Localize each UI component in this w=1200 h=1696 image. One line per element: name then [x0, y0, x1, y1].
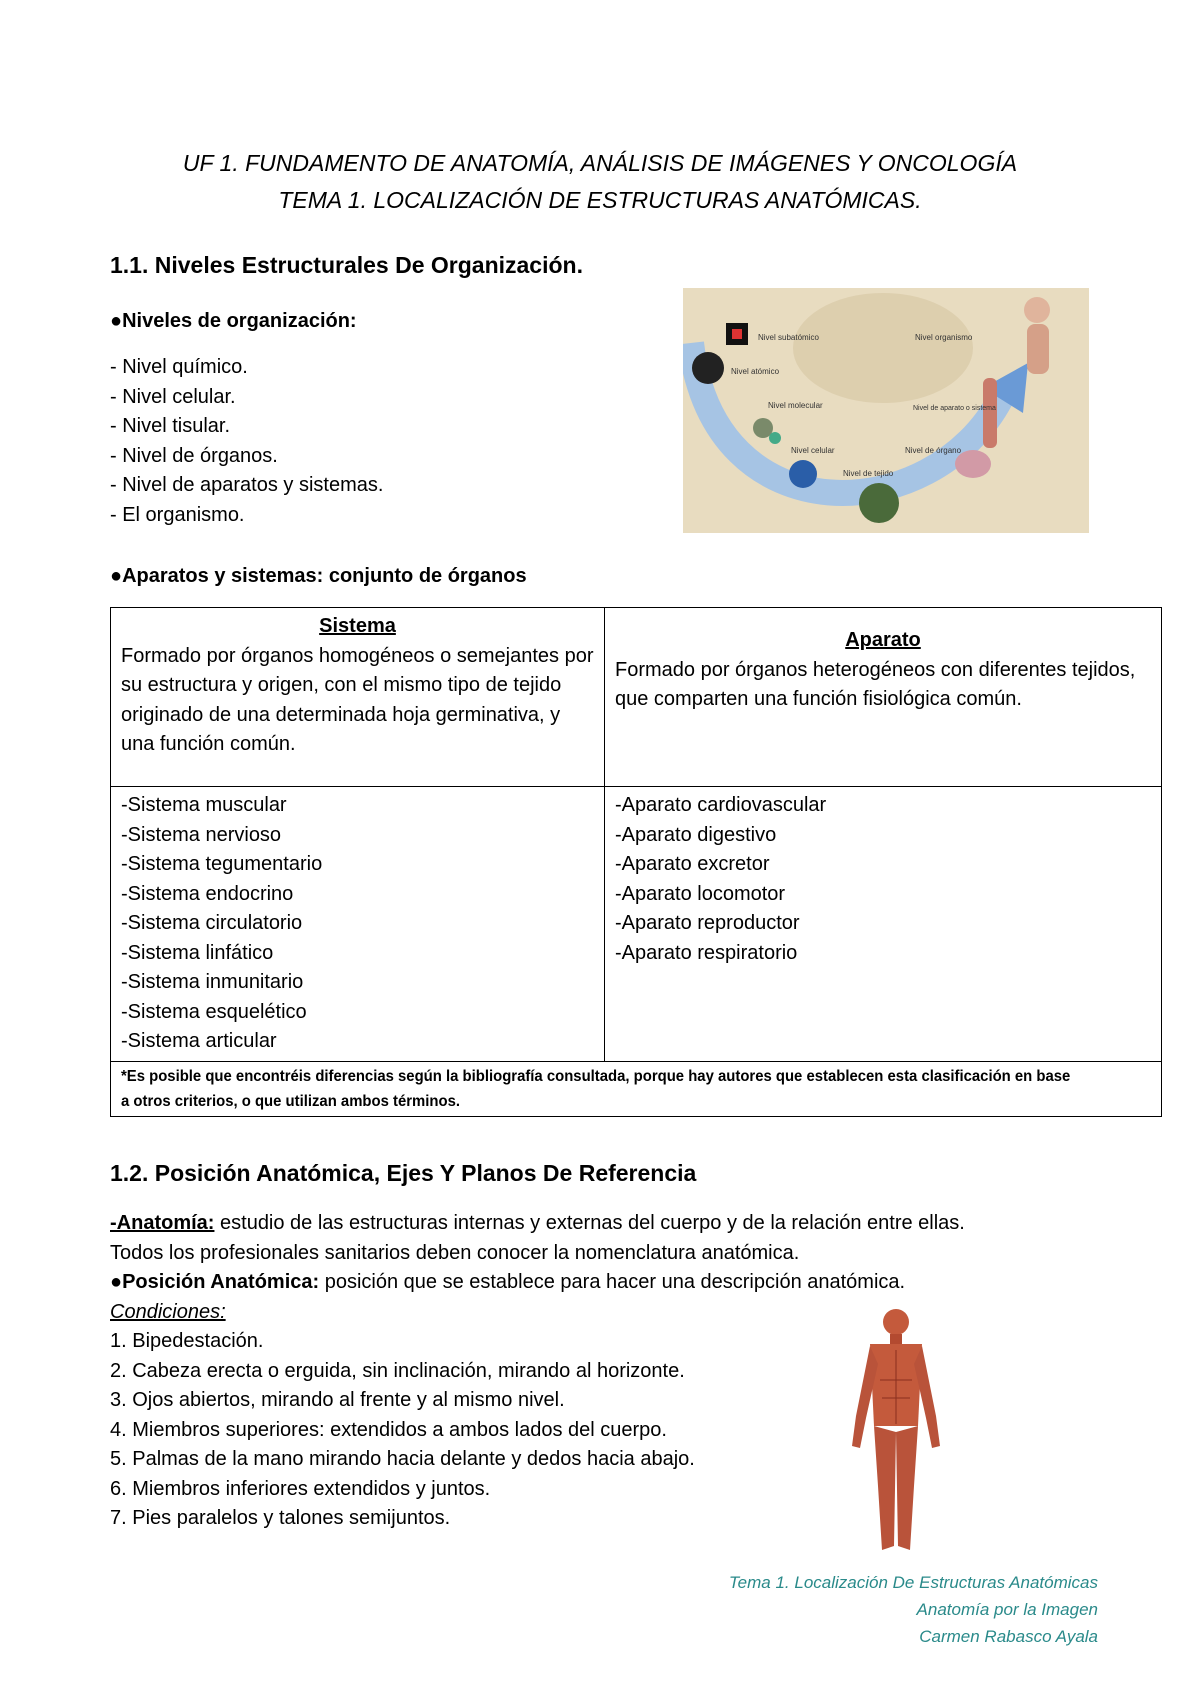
list-item: -Sistema muscular [121, 794, 287, 816]
table-row [111, 787, 1162, 1062]
list-item: 3. Ojos abiertos, mirando al frente y al mismo nivel. [110, 1389, 565, 1411]
list-item: -Aparato cardiovascular [615, 794, 827, 816]
diagram-label-organism: Nivel organismo [915, 333, 973, 342]
list-item: -Sistema circulatorio [121, 912, 303, 934]
sistema-title: Sistema [319, 615, 396, 637]
list-item: 2. Cabeza erecta o erguida, sin inclinación, mirando al horizonte. [110, 1359, 685, 1382]
diagram-label-tissue: Nivel de tejido [843, 469, 894, 478]
table-note: *Es posible que encontréis diferencias según la bibliografía consultada, porque hay autores que establecen esta clasificación en base a otros criterios, o que utilizan ambos términos. [121, 1067, 1071, 1110]
organization-levels-diagram [683, 288, 1089, 533]
list-item: - Nivel de órganos. [110, 444, 278, 467]
diagram-label-atomic: Nivel atómico [731, 367, 780, 376]
list-item: -Aparato reproductor [615, 912, 800, 934]
section-2-title: 1.2. Posición Anatómica, Ejes Y Planos De Referencia [110, 1160, 697, 1186]
systems-table [110, 607, 1162, 1117]
section-1-title: 1.1. Niveles Estructurales De Organización. [110, 252, 583, 278]
anatomia-definition [110, 1209, 1110, 1534]
diagram-label-organ: Nivel de órgano [905, 446, 962, 455]
list-item: -Sistema inmunitario [121, 971, 304, 993]
diagram-label-subatomic: Nivel subatómico [758, 333, 819, 342]
list-item: - Nivel químico. [110, 356, 248, 378]
list-item: -Sistema endocrino [121, 882, 294, 905]
list-item: -Sistema esquelético [121, 1000, 307, 1023]
list-item: -Sistema nervioso [121, 823, 282, 846]
sistema-description: Formado por órganos homogéneos o semejantes por su estructura y origen, con el mismo tipo de tejido originado de una determinada hoja germinativa, y una función común. [121, 644, 594, 755]
aparato-title: Aparato [845, 629, 921, 651]
aparato-header-cell [605, 608, 1162, 787]
footer-author: Carmen Rabasco Ayala [919, 1627, 1098, 1646]
list-item: -Sistema articular [121, 1030, 277, 1052]
list-item: -Aparato locomotor [615, 882, 786, 905]
list-item: - Nivel tisular. [110, 415, 231, 437]
posicion-text: posición que se establece para hacer una descripción anatómica. [319, 1271, 906, 1293]
anatomia-text-2: Todos los profesionales sanitarios deben conocer la nomenclatura anatómica. [110, 1241, 800, 1264]
list-item: 4. Miembros superiores: extendidos a ambos lados del cuerpo. [110, 1418, 667, 1441]
systems-heading: ●Aparatos y sistemas: conjunto de órganos [110, 565, 527, 587]
list-item: -Aparato respiratorio [615, 941, 798, 964]
list-item: - El organismo. [110, 503, 245, 526]
list-item: - Nivel de aparatos y sistemas. [110, 474, 384, 496]
list-item: -Aparato excretor [615, 853, 770, 875]
footer-course: Anatomía por la Imagen [916, 1600, 1098, 1619]
condiciones-label: Condiciones: [110, 1300, 226, 1323]
aparatos-list-cell [605, 787, 1162, 1062]
footer [729, 1569, 1098, 1650]
list-item: -Sistema linfático [121, 941, 274, 964]
list-item: 7. Pies paralelos y talones semijuntos. [110, 1507, 451, 1529]
table-note-cell [111, 1061, 1162, 1116]
list-item: -Sistema tegumentario [121, 853, 323, 875]
sistemas-list-cell [111, 787, 605, 1062]
diagram-label-system: Nivel de aparato o sistema [913, 405, 996, 412]
table-row [111, 1061, 1162, 1116]
table-row [111, 608, 1162, 787]
sistema-header-cell [111, 608, 605, 787]
levels-list [110, 353, 383, 530]
posicion-label: ●Posición Anatómica: [110, 1271, 320, 1293]
list-item: 1. Bipedestación. [110, 1330, 264, 1352]
footer-topic: Tema 1. Localización De Estructuras Anatómicas [728, 1573, 1098, 1592]
list-item: 5. Palmas de la mano mirando hacia delante y dedos hacia abajo. [110, 1448, 695, 1470]
anatomical-position-figure [838, 1306, 954, 1556]
anatomia-label: -Anatomía: [110, 1212, 215, 1234]
list-item: - Nivel celular. [110, 385, 236, 408]
anatomia-text: estudio de las estructuras internas y externas del cuerpo y de la relación entre ellas. [214, 1212, 965, 1234]
document-subtitle: TEMA 1. LOCALIZACIÓN DE ESTRUCTURAS ANATÓMICAS. [278, 187, 922, 213]
aparato-description: Formado por órganos heterogéneos con diferentes tejidos, que comparten una función fisiológica común. [615, 658, 1136, 710]
diagram-label-cellular: Nivel celular [791, 446, 835, 455]
diagram-label-molecular: Nivel molecular [768, 401, 823, 410]
list-item: 6. Miembros inferiores extendidos y juntos. [110, 1477, 491, 1500]
document-title: UF 1. FUNDAMENTO DE ANATOMÍA, ANÁLISIS DE IMÁGENES Y ONCOLOGÍA [182, 150, 1018, 176]
list-item: -Aparato digestivo [615, 823, 777, 846]
levels-heading: ●Niveles de organización: [110, 310, 357, 332]
